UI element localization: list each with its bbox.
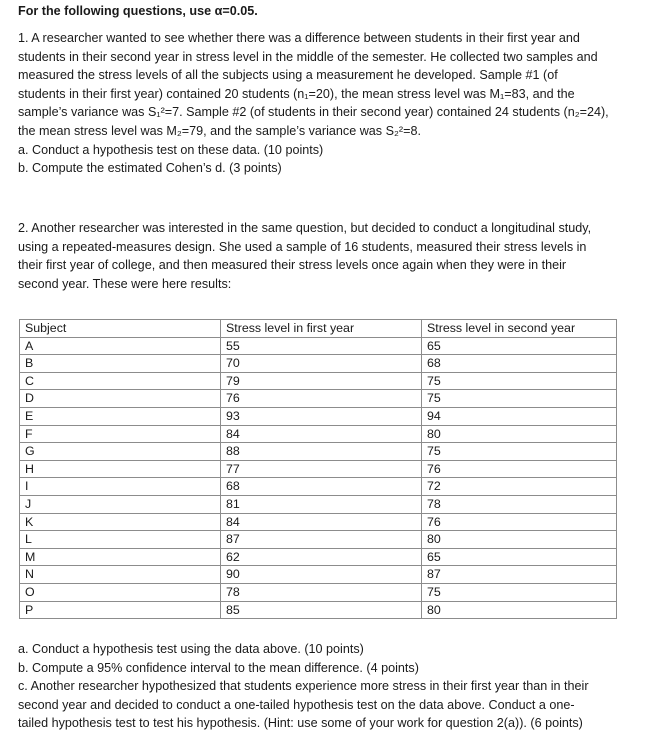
header-second-year: Stress level in second year <box>422 320 617 338</box>
cell-subject: K <box>20 513 221 531</box>
table-row <box>20 390 617 408</box>
cell-second-year: 78 <box>422 495 617 513</box>
cell-second-year: 65 <box>422 337 617 355</box>
cell-first-year: 55 <box>221 337 422 355</box>
cell-subject: M <box>20 548 221 566</box>
header-subject: Subject <box>20 320 221 338</box>
question-1-line: students in their first year) contained 20 students (n₁=20), the mean stress level was M₁=83, and the <box>18 86 575 101</box>
cell-second-year: 76 <box>422 460 617 478</box>
question-1-line: 1. A researcher wanted to see whether there was a difference between students in their first year and <box>18 31 580 45</box>
cell-first-year: 68 <box>221 478 422 496</box>
table-row <box>20 566 617 584</box>
cell-second-year: 72 <box>422 478 617 496</box>
question-2-part-a: a. Conduct a hypothesis test using the data above. (10 points) <box>18 642 364 656</box>
cell-second-year: 80 <box>422 531 617 549</box>
question-2-line: second year. These were here results: <box>18 276 232 291</box>
question-2-parts <box>18 640 633 733</box>
question-1-line: students in their second year in stress level in the middle of the semester. He collected two samples and <box>18 49 598 64</box>
cell-subject: L <box>20 531 221 549</box>
table-row <box>20 548 617 566</box>
question-2-line: their first year of college, and then measured their stress levels once again when they were in their <box>18 258 567 273</box>
cell-second-year: 80 <box>422 601 617 619</box>
cell-first-year: 79 <box>221 372 422 390</box>
cell-subject: E <box>20 407 221 425</box>
table-row <box>20 478 617 496</box>
table-header-row <box>20 320 617 338</box>
cell-first-year: 87 <box>221 531 422 549</box>
table-row <box>20 425 617 443</box>
table-row <box>20 337 617 355</box>
cell-subject: D <box>20 390 221 408</box>
table-row <box>20 407 617 425</box>
question-2-part-b: b. Compute a 95% confidence interval to the mean difference. (4 points) <box>18 660 419 675</box>
cell-second-year: 68 <box>422 355 617 373</box>
cell-subject: A <box>20 337 221 355</box>
question-1-line: sample’s variance was S₁²=7. Sample #2 (of students in their second year) contained 24 students (n₂=24), <box>18 105 609 120</box>
page-heading: For the following questions, use α=0.05. <box>18 4 258 18</box>
table-row <box>20 372 617 390</box>
header-first-year: Stress level in first year <box>221 320 422 338</box>
cell-second-year: 75 <box>422 583 617 601</box>
cell-first-year: 90 <box>221 566 422 584</box>
table-row <box>20 513 617 531</box>
question-2 <box>18 219 633 293</box>
cell-second-year: 94 <box>422 407 617 425</box>
question-1-line: measured the stress levels of all the subjects using a measurement he developed. Sample #1 (of <box>18 68 558 83</box>
table-row <box>20 460 617 478</box>
cell-second-year: 75 <box>422 443 617 461</box>
cell-first-year: 62 <box>221 548 422 566</box>
cell-first-year: 70 <box>221 355 422 373</box>
cell-first-year: 93 <box>221 407 422 425</box>
cell-first-year: 88 <box>221 443 422 461</box>
question-2-line: 2. Another researcher was interested in the same question, but decided to conduct a longitudinal study, <box>18 221 592 235</box>
cell-subject: G <box>20 443 221 461</box>
cell-subject: F <box>20 425 221 443</box>
cell-first-year: 77 <box>221 460 422 478</box>
cell-second-year: 75 <box>422 390 617 408</box>
table-row <box>20 601 617 619</box>
cell-first-year: 78 <box>221 583 422 601</box>
cell-first-year: 81 <box>221 495 422 513</box>
cell-subject: B <box>20 355 221 373</box>
question-1 <box>18 29 633 178</box>
question-1-part-a: a. Conduct a hypothesis test on these data. (10 points) <box>18 142 324 157</box>
question-2-line: using a repeated-measures design. She used a sample of 16 students, measured their stress levels in <box>18 239 587 254</box>
cell-first-year: 84 <box>221 513 422 531</box>
cell-first-year: 85 <box>221 601 422 619</box>
question-2-part-c: c. Another researcher hypothesized that students experience more stress in their first year than in their <box>18 679 589 694</box>
cell-subject: N <box>20 566 221 584</box>
table-row <box>20 495 617 513</box>
question-1-part-b: b. Compute the estimated Cohen’s d. (3 points) <box>18 161 282 176</box>
cell-second-year: 87 <box>422 566 617 584</box>
question-2-part-c: second year and decided to conduct a one-tailed hypothesis test on the data above. Conduct a one- <box>18 697 575 712</box>
table-row <box>20 355 617 373</box>
question-1-line: the mean stress level was M₂=79, and the sample’s variance was S₂²=8. <box>18 123 421 138</box>
cell-subject: H <box>20 460 221 478</box>
cell-subject: O <box>20 583 221 601</box>
cell-subject: C <box>20 372 221 390</box>
cell-subject: J <box>20 495 221 513</box>
cell-second-year: 65 <box>422 548 617 566</box>
table-row <box>20 531 617 549</box>
stress-data-table <box>19 319 617 619</box>
cell-second-year: 80 <box>422 425 617 443</box>
table-row <box>20 443 617 461</box>
table-row <box>20 583 617 601</box>
cell-subject: P <box>20 601 221 619</box>
question-2-part-c: tailed hypothesis test to test his hypothesis. (Hint: use some of your work for question 2(a)). (6 points) <box>18 716 583 731</box>
cell-second-year: 76 <box>422 513 617 531</box>
cell-first-year: 76 <box>221 390 422 408</box>
cell-second-year: 75 <box>422 372 617 390</box>
cell-subject: I <box>20 478 221 496</box>
cell-first-year: 84 <box>221 425 422 443</box>
